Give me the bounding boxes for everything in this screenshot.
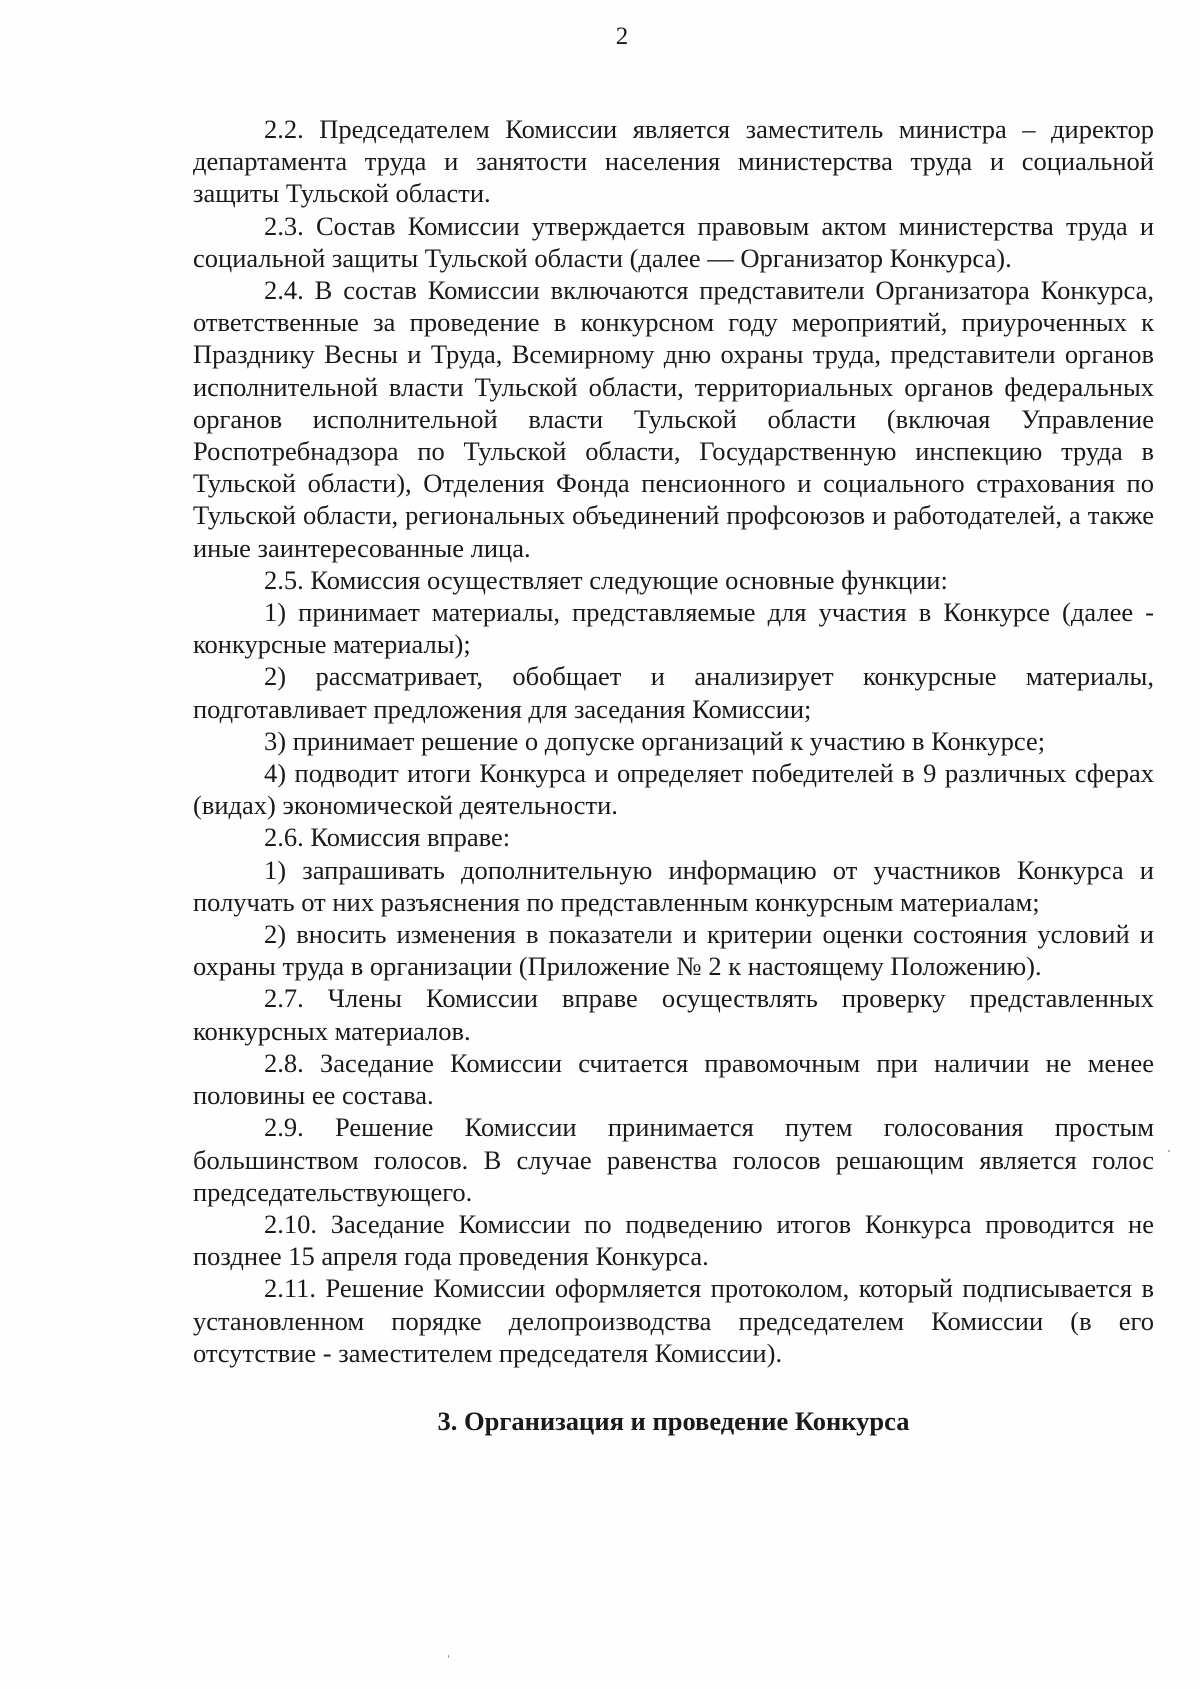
paragraph-2-9: 2.9. Решение Комиссии принимается путем голосования простым большинством голосов. В случае равенства голосов решающим является голос председательствующего. [193, 1112, 1154, 1207]
paragraph-2-7: 2.7. Члены Комиссии вправе осуществлять проверку представленных конкурсных материалов. [193, 983, 1154, 1046]
paragraph-2-11: 2.11. Решение Комиссии оформляется протоколом, который подписывается в установленном порядке делопроизводства председателем Комиссии (в его отсутствие - заместителем председателя Комиссии). [193, 1273, 1154, 1368]
list-item-2-6-2: 2) вносить изменения в показатели и критерии оценки состояния условий и охраны труда в организации (Приложение № 2 к настоящему Положению). [193, 919, 1154, 982]
paragraph-2-3: 2.3. Состав Комиссии утверждается правовым актом министерства труда и социальной защиты Тульской области (далее — Организатор Конкурса). [193, 210, 1154, 273]
paragraph-2-2: 2.2. Председателем Комиссии является заместитель министра – директор департамента труда и занятости населения министерства труда и социальной защиты Тульской области. [193, 114, 1154, 209]
list-item-2-5-1: 1) принимает материалы, представляемые для участия в Конкурсе (далее - конкурсные материалы); [193, 597, 1154, 660]
paragraph-2-5: 2.5. Комиссия осуществляет следующие основные функции: [264, 564, 948, 595]
paragraph-2-8: 2.8. Заседание Комиссии считается правомочным при наличии не менее половины ее состава. [193, 1047, 1154, 1111]
document-body [193, 113, 1154, 1437]
paragraph-2-10: 2.10. Заседание Комиссии по подведению итогов Конкурса проводится не позднее 15 апреля года проведения Конкурса. [193, 1208, 1154, 1272]
page-number: 2 [615, 23, 629, 50]
paragraph-2-6: 2.6. Комиссия вправе: [264, 822, 511, 853]
paragraph-2-4: 2.4. В состав Комиссии включаются представители Организатора Конкурса, ответственные за проведение в конкурсном году мероприятий, приуроченных к Празднику Весны и Труда, Всемирному дню охраны труда, представители органов исполнительной власти Тульской области, территориальных органов федеральных органов исполнительной власти Тульской области (включая Управление Роспотребнадзора по Тульской области, Государственную инспекцию труда в Тульской области), Отделения Фонда пенсионного и социального страхования по Тульской области, региональных объединений профсоюзов и работодателей, а также иные заинтересованные лица. [193, 275, 1154, 563]
scan-speck [1168, 1150, 1170, 1152]
list-item-2-5-2: 2) рассматривает, обобщает и анализирует конкурсные материалы, подготавливает предложения для заседания Комиссии; [193, 661, 1154, 724]
list-item-2-5-3: 3) принимает решение о допуске организаций к участию в Конкурсе; [264, 725, 1046, 756]
scan-speck [448, 1655, 449, 1658]
section-heading: 3. Организация и проведение Конкурса [437, 1405, 910, 1436]
list-item-2-6-1: 1) запрашивать дополнительную информацию от участников Конкурса и получать от них разъяснения по представленным конкурсным материалам; [193, 854, 1154, 917]
list-item-2-5-4: 4) подводит итоги Конкурса и определяет победителей в 9 различных сферах (видах) экономической деятельности. [193, 758, 1154, 821]
